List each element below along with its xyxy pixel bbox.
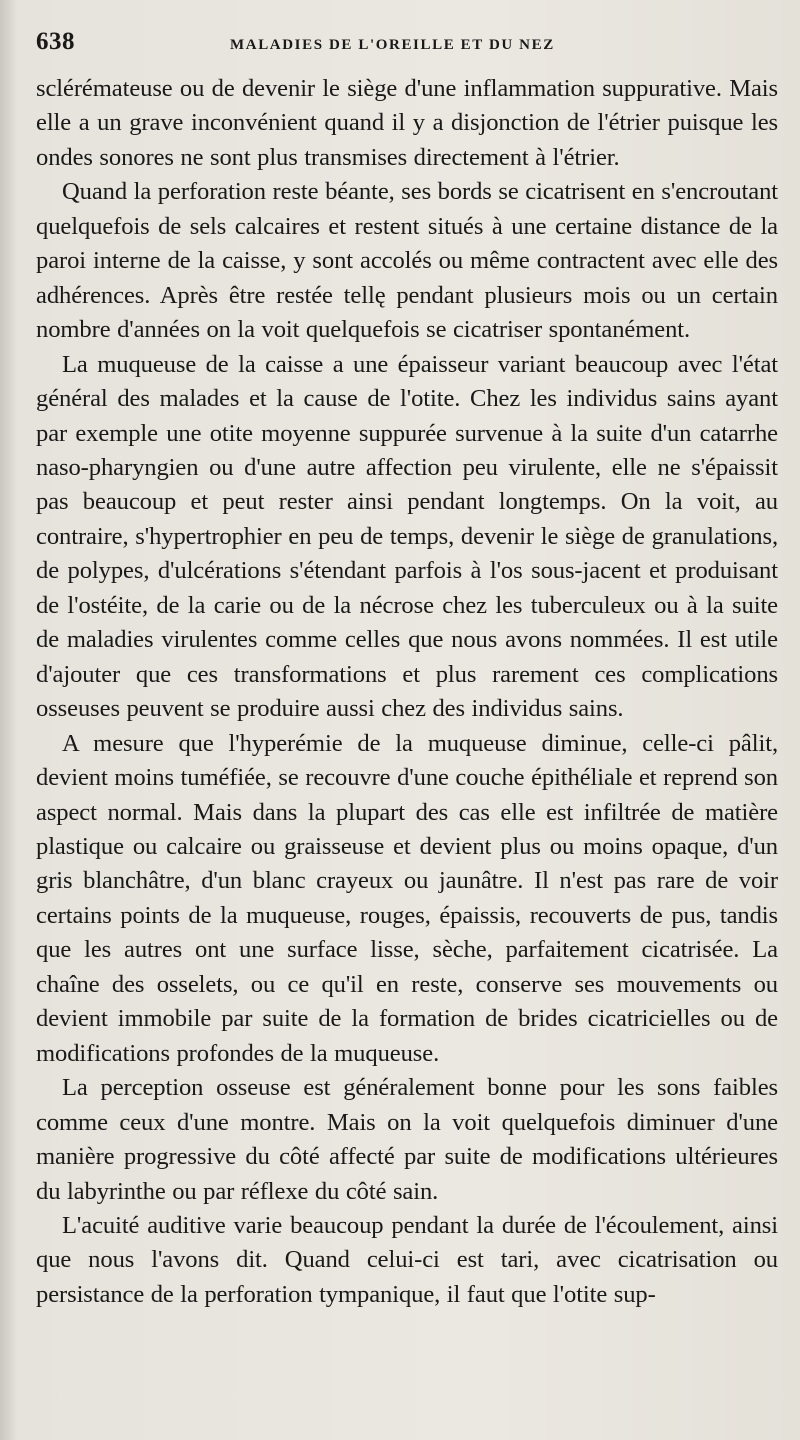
running-title: MALADIES DE L'OREILLE ET DU NEZ (230, 37, 555, 53)
running-head (36, 0, 778, 55)
paragraph-perforation: Quand la perforation reste béante, ses bords se cicatrisent en s'encroutant quelquefois de sels calcaires et restent situés à une certaine distance de la paroi interne de la caisse, y sont accolés ou même contractent avec elle des adhérences. Après être restée tellę pendant plusieurs mois ou un certain nombre d'années on la voit quelquefois se cicatriser spontanément. (36, 178, 778, 344)
paragraph-acuite-auditive: L'acuité auditive varie beaucoup pendant la durée de l'écoulement, ainsi que nous l'avons dit. Quand celui-ci est tari, avec cicatrisation ou persistance de la perforation tympanique, il faut que l'otite sup- (36, 1211, 778, 1308)
paragraph-perception-osseuse: La perception osseuse est généralement bonne pour les sons faibles comme ceux d'une montre. Mais on la voit quelquefois diminuer d'une manière progressive du côté affecté par suite de modifications ultérieures du labyrinthe ou par réflexe du côté sain. (36, 1074, 778, 1205)
page-number: 638 (36, 28, 75, 55)
paragraph-hyperemie: A mesure que l'hyperémie de la muqueuse diminue, celle-ci pâlit, devient moins tuméfiée, se recouvre d'une couche épithéliale et reprend son aspect normal. Mais dans la plupart des cas elle est infiltrée de matière plastique ou calcaire ou graisseuse et devient plus ou moins opaque, d'un gris blanchâtre, d'un blanc crayeux ou jaunâtre. Il n'est pas rare de voir certains points de la muqueuse, rouges, épaissis, recouverts de pus, tandis que les autres ont une surface lisse, sèche, parfaitement cicatrisée. La chaîne des osselets, ou ce qu'il en reste, conserve ses mouvements ou devient immobile par suite de la formation de brides cicatricielles ou de modifications profondes de la muqueuse. (36, 729, 778, 1067)
paragraph-muqueuse: La muqueuse de la caisse a une épaisseur variant beaucoup avec l'état général des malades et la cause de l'otite. Chez les individus sains ayant par exemple une otite moyenne suppurée survenue à la suite d'un catarrhe naso-pharyngien ou d'une autre affection peu virulente, elle ne s'épaissit pas beaucoup et peut rester ainsi pendant longtemps. On la voit, au contraire, s'hypertrophier en peu de temps, devenir le siège de granulations, de polypes, d'ulcérations s'étendant parfois à l'os sous-jacent et produisant de l'ostéite, de la carie ou de la nécrose chez les tuberculeux ou à la suite de maladies virulentes comme celles que nous avons nommées. Il est utile d'ajouter que ces transformations et plus rarement ces complications osseuses peuvent se produire aussi chez des individus sains. (36, 350, 778, 723)
paragraph-continued: sclérémateuse ou de devenir le siège d'une inflammation suppurative. Mais elle a un grave inconvénient quand il y a disjonction de l'étrier puisque les ondes sonores ne sont plus transmises directement à l'étrier. (36, 75, 778, 171)
body-text (36, 72, 778, 1312)
